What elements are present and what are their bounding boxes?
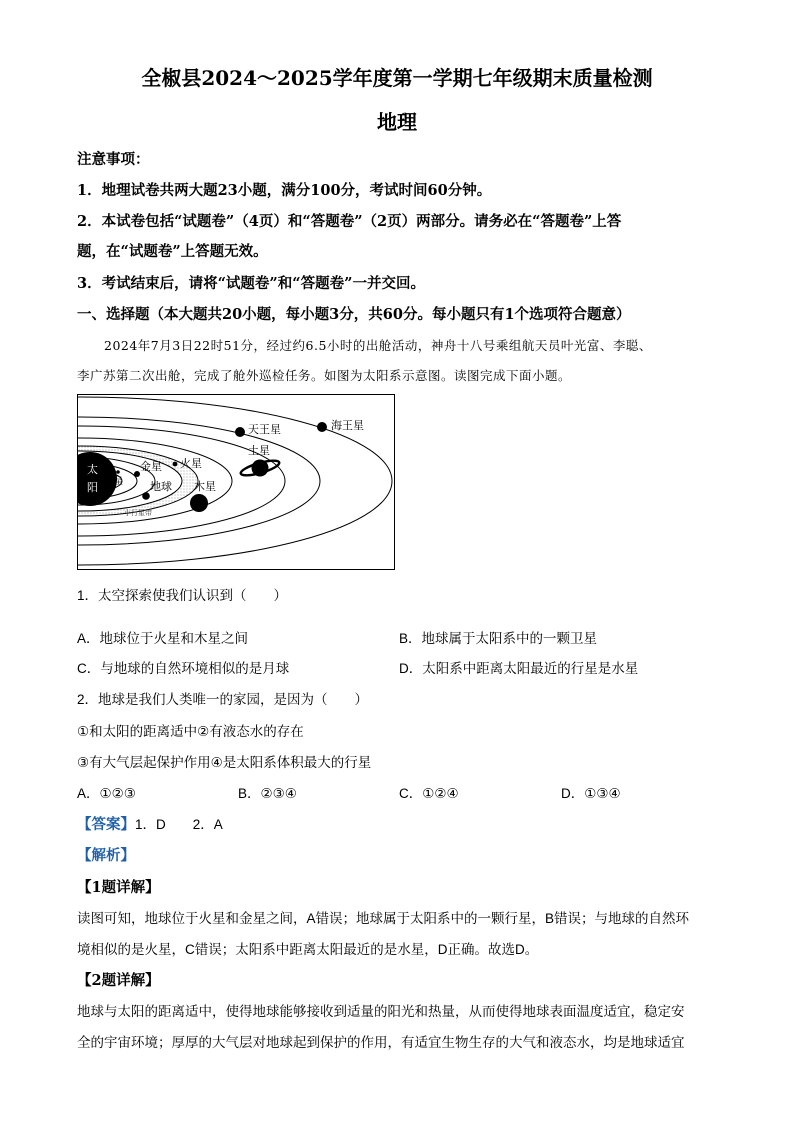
q1-option-d: D．太阳系中距离太阳最近的行星是水星 (399, 661, 639, 676)
q2-detail-line-2: 全的宇宙环境；厚厚的大气层对地球起到保护的作用，有适宜生物生存的大气和液态水，均是地球适宜 (77, 1035, 685, 1050)
jupiter-label: 木星 (194, 480, 216, 493)
sun-label: 太 (87, 463, 98, 476)
answer-line (77, 813, 223, 834)
notice-item-2-cont: 题，在“试题卷”上答题无效。 (77, 243, 268, 260)
asteroid-belt-label: 小行星带 (124, 509, 152, 517)
q2-statements-1: ①和太阳的距离适中②有液态水的存在 (77, 724, 304, 739)
notice-item-3: 3．考试结束后，请将“试题卷”和“答题卷”一并交回。 (77, 275, 425, 292)
q2-option-d: D．①③④ (561, 786, 621, 801)
mars-planet (173, 462, 178, 467)
earth-label: 地球 (150, 480, 172, 493)
solar-system-figure (77, 394, 395, 570)
neptune-label: 海王星 (331, 419, 364, 432)
q2-option-a: A．①②③ (77, 786, 136, 801)
question-stem-cont: 李广苏第二次出舱，完成了舱外巡检任务。如图为太阳系示意图。读图完成下面小题。 (77, 368, 572, 383)
mercury-label: 水星 (105, 477, 124, 487)
notice-item-2: 2．本试卷包括“试题卷”（4页）和“答题卷”（2页）两部分。请务必在“答题卷”上答 (77, 213, 622, 230)
mercury-planet (116, 470, 120, 474)
q2-option-c: C．①②④ (399, 786, 459, 801)
answer-text: 1．D 2．A (135, 817, 223, 832)
uranus-label: 天王星 (248, 423, 281, 436)
question-stem: 2024年7月3日22时51分，经过约6.5小时的出舱活动，神舟十八号乘组航天员叶光富、李聪、 (104, 338, 652, 353)
q2-detail-line-1: 地球与太阳的距离适中，使得地球能够接收到适量的阳光和热量，从而使得地球表面温度适宜，稳定安 (77, 1004, 685, 1019)
saturn-label: 土星 (248, 444, 270, 457)
section-heading: 一、选择题（本大题共20小题，每小题3分，共60分。每小题只有1个选项符合题意） (77, 306, 631, 323)
q1-option-a: A．地球位于火星和木星之间 (77, 631, 249, 646)
q2-stem: 2．地球是我们人类唯一的家园，是因为（ ） (77, 692, 369, 707)
notice-heading: 注意事项： (77, 151, 150, 168)
subject-title: 地理 (377, 110, 417, 134)
q1-detail-line-1: 读图可知，地球位于火星和金星之间，A错误；地球属于太阳系中的一颗行星，B错误；与地球的自然环 (77, 911, 690, 926)
notice-item-1: 1．地理试卷共两大题23小题，满分100分，考试时间60分钟。 (77, 182, 492, 199)
q1-option-b: B．地球属于太阳系中的一颗卫星 (399, 631, 598, 646)
q2-statements-2: ③有大气层起保护作用④是太阳系体积最大的行星 (77, 755, 372, 770)
answer-tag: 【答案】 (77, 816, 135, 833)
solar-system-diagram (78, 395, 394, 569)
q2-option-b: B．②③④ (238, 786, 297, 801)
uranus-planet (235, 427, 245, 437)
mars-label: 火星 (180, 457, 202, 470)
q1-option-c: C．与地球的自然环境相似的是月球 (77, 661, 290, 676)
sun-label-2: 阳 (87, 481, 98, 494)
neptune-planet (317, 422, 327, 432)
q1-stem: 1．太空探索使我们认识到（ ） (77, 588, 288, 603)
venus-label: 金星 (140, 460, 162, 473)
q1-detail-line-2: 境相似的是火星，C错误；太阳系中距离太阳最近的是水星，D正确。故选D。 (77, 942, 539, 957)
q1-detail-tag: 【1题详解】 (77, 879, 160, 896)
q2-detail-tag: 【2题详解】 (77, 972, 160, 989)
jupiter-planet (190, 494, 208, 512)
earth-planet (142, 492, 150, 500)
exam-title: 全椒县2024～2025学年度第一学期七年级期末质量检测 (141, 66, 653, 90)
analysis-tag: 【解析】 (77, 847, 135, 864)
